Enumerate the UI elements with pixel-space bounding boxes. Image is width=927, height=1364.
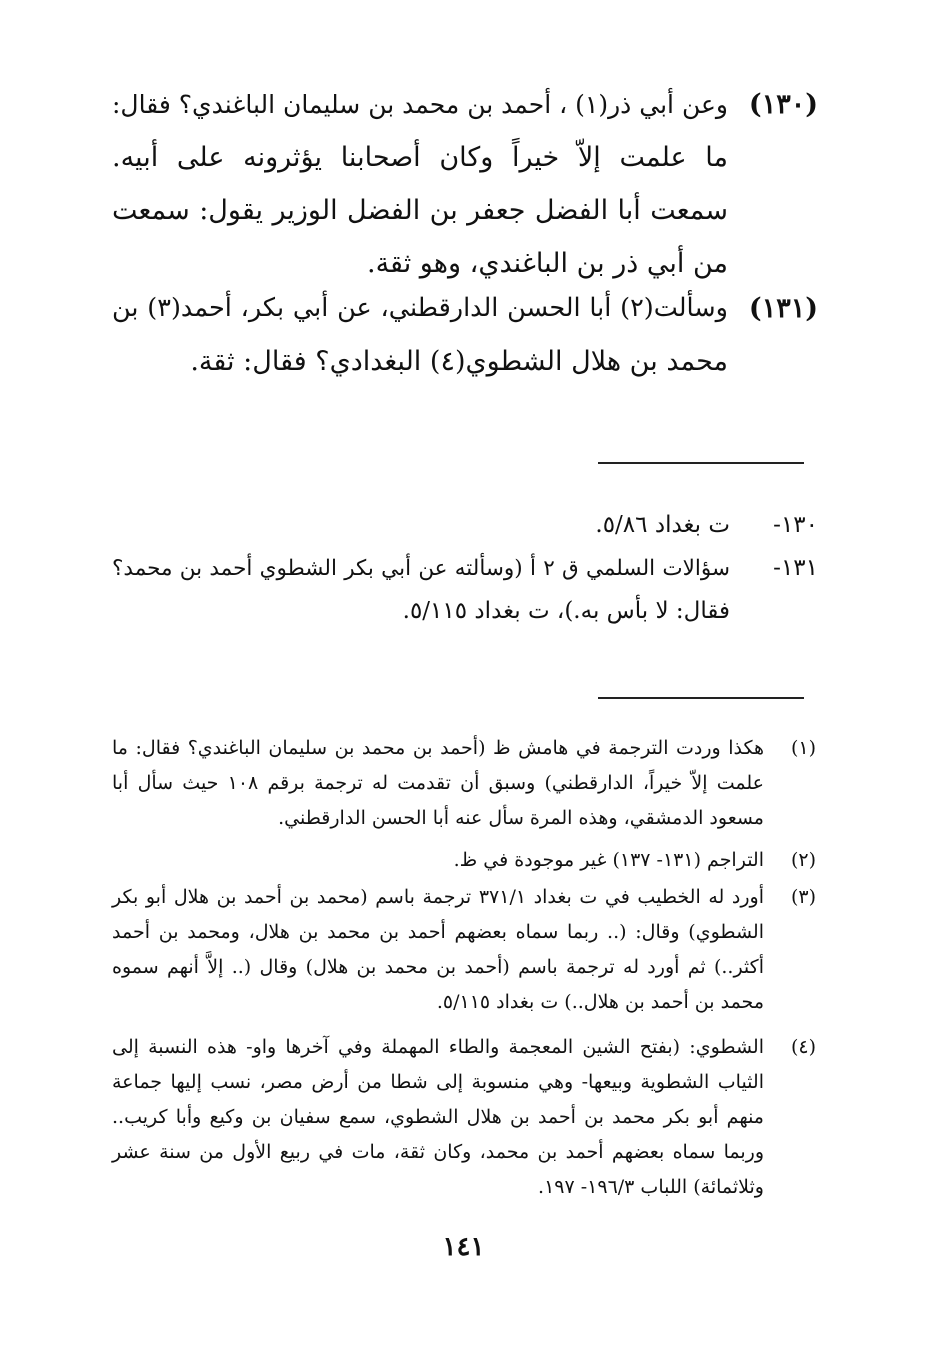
entry-line: من أبي ذر بن الباغندي، وهو ثقة. xyxy=(366,248,728,279)
footnote-line: مسعود الدمشقي، وهذه المرة سأل عنه أبا الحسن الدارقطني. xyxy=(278,807,764,829)
footnote-line: وثلاثمائة) اللباب ١٩٦/٣- ١٩٧. xyxy=(538,1176,764,1198)
page-number: ١٤١ xyxy=(442,1232,485,1262)
footnote-number: (٤) xyxy=(790,1036,816,1058)
footnote-separator-rule xyxy=(598,697,804,699)
reference-number: ١٣٠- xyxy=(773,512,818,538)
footnote-line: محمد بن أحمد بن هلال..) ت بغداد ٥/١١٥. xyxy=(436,991,764,1013)
footnote-line: الشطوي: (بفتح الشين المعجمة والطاء المهملة وفي آخرها واو- هذه النسبة إلى xyxy=(112,1036,764,1058)
separator-rule xyxy=(598,462,804,464)
footnote-line: أكثر..) ثم أورد له ترجمة باسم (أحمد بن محمد بن هلال) وقال (.. إلاَّ أنهم سموه xyxy=(112,956,764,978)
footnote-number: (٢) xyxy=(790,849,816,871)
entry-line: وسألت(٢) أبا الحسن الدارقطني، عن أبي بكر، أحمد(٣) بن xyxy=(112,293,728,323)
footnote-line: الشطوي) وقال: (.. ربما سماه بعضهم أحمد بن محمد بن هلال، ومحمد بن أحمد xyxy=(112,921,764,943)
footnote-line: علمت إلاّ خيراً، الدارقطني) وسبق أن تقدمت له ترجمة برقم ١٠٨ حيث سأل أبا xyxy=(112,772,764,794)
footnote-line: منهم أبو بكر محمد بن أحمد بن هلال الشطوي، سمع سفيان بن وكيع وأبا كريب.. xyxy=(112,1106,764,1128)
footnote-line: أورد له الخطيب في ت بغداد ٣٧١/١ ترجمة باسم (محمد بن أحمد بن هلال أبو بكر xyxy=(112,886,764,908)
reference-130 xyxy=(112,504,818,547)
footnote-line: وربما سماه بعضهم أحمد بن محمد، وكان ثقة، مات في ربيع الأول من سنة عشر xyxy=(112,1141,764,1163)
reference-number: ١٣١- xyxy=(773,555,818,581)
entry-line: ما علمت إلاّ خيراً وكان أصحابنا يؤثرونه على أبيه. xyxy=(112,142,728,173)
footnote-number: (١) xyxy=(790,737,816,759)
entry-line: وعن أبي ذر(١) ، أحمد بن محمد بن سليمان الباغندي؟ فقال: xyxy=(112,90,728,119)
entry-number: (١٣١) xyxy=(748,293,818,324)
reference-131 xyxy=(112,547,818,633)
reference-line: ت بغداد ٥/٨٦. xyxy=(595,512,730,538)
reference-line: فقال: لا بأس به.)، ت بغداد ٥/١١٥. xyxy=(402,598,730,624)
entry-line: سمعت أبا الفضل جعفر بن الفضل الوزير يقول: سمعت xyxy=(112,195,728,226)
entry-number: (١٣٠) xyxy=(748,89,818,120)
entry-130 xyxy=(112,78,818,290)
entry-131 xyxy=(112,282,818,388)
footnote-number: (٣) xyxy=(790,886,816,908)
footnote-1 xyxy=(112,731,816,836)
footnote-2 xyxy=(112,843,816,878)
footnote-line: التراجم (١٣١- ١٣٧) غير موجودة في ظ. xyxy=(453,849,764,871)
reference-line: سؤالات السلمي ق ٢ أ (وسألته عن أبي بكر الشطوي أحمد بن محمد؟ xyxy=(112,556,730,581)
entry-line: محمد بن هلال الشطوي(٤) البغدادي؟ فقال: ثقة. xyxy=(190,346,728,377)
footnote-line: الثياب الشطوية وبيعها- وهي منسوبة إلى شطا من أرض مصر، نسب إليها جماعة xyxy=(112,1071,764,1093)
footnote-4 xyxy=(112,1030,816,1205)
footnote-3 xyxy=(112,880,816,1020)
footnote-line: هكذا وردت الترجمة في هامش ظ (أحمد بن محمد بن سليمان الباغندي؟ فقال: ما xyxy=(112,737,764,759)
